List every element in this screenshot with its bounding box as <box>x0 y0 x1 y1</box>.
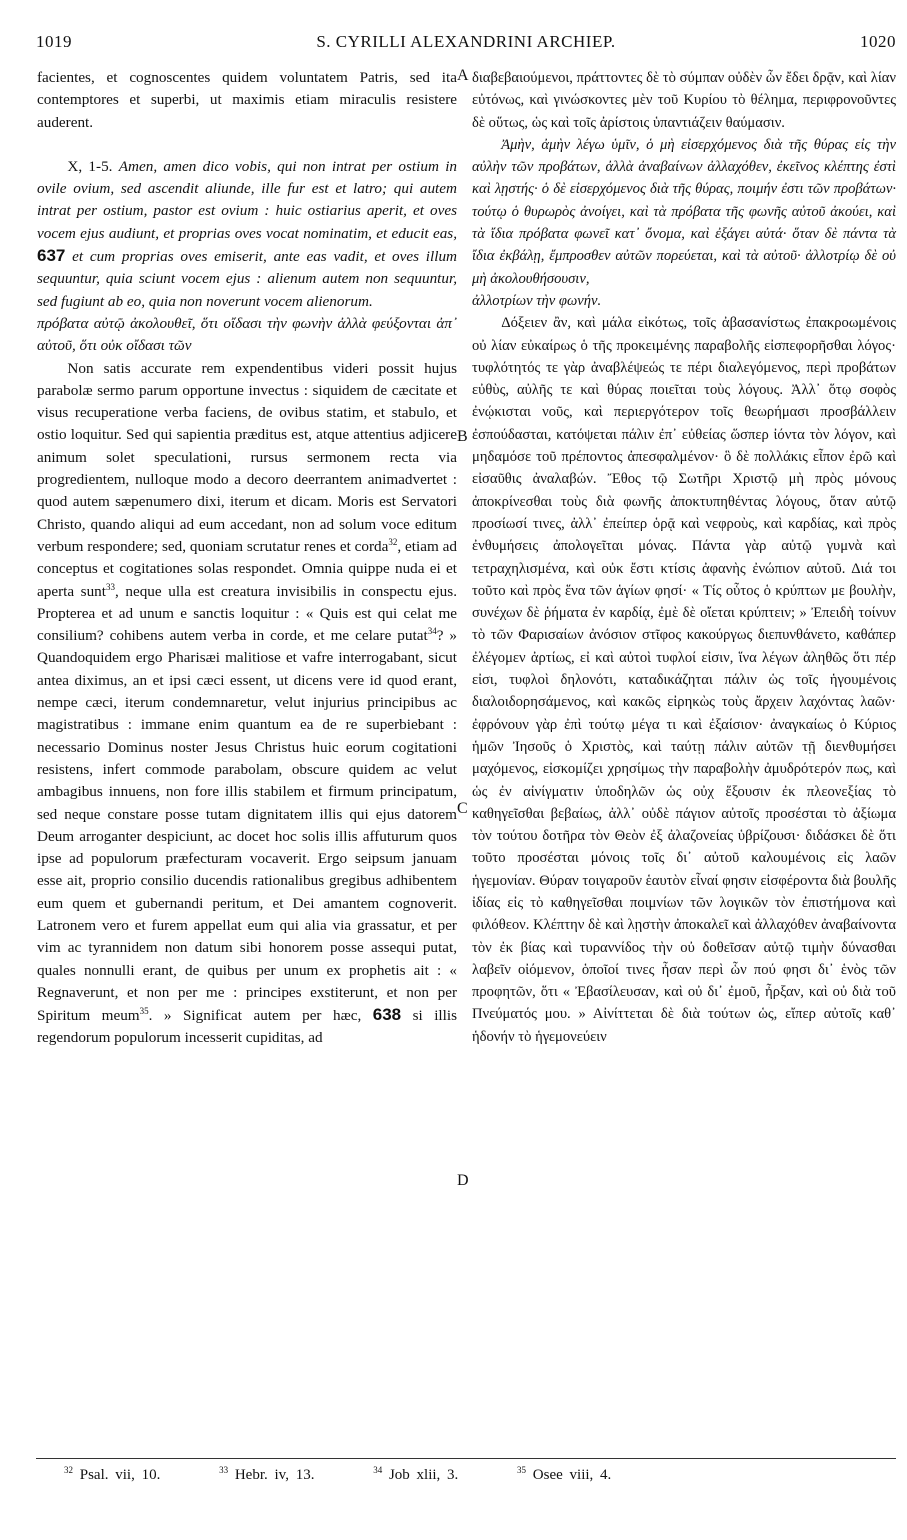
footnote-ref-35: 35 <box>139 1006 149 1017</box>
footnote-ref-32: 32 <box>388 536 398 547</box>
section-marker-b: B <box>457 428 468 445</box>
greek-verse: Ἀμὴν, ἀμὴν λέγω ὑμῖν, ὁ μὴ εἰσερχόμενος διὰ τῆς θύρας εἰς τὴν αὐλὴν τῶν προβάτων, ἀλλὰ ἀναβαίνων ἀλλαχόθεν, ἐκεῖνος κλέπτης ἐστὶ καὶ λῃστής· ὁ δὲ εἰσερχόμενος διὰ τῆς θύρας, ποιμήν ἐστι τῶν προβάτων· τούτῳ ὁ θυρωρὸς ἀνοίγει, καὶ τὰ πρόβατα τῆς φωνῆς αὐτοῦ ἀκούει, καὶ τὰ ἴδια πρόβατα φωνεῖ κατ᾽ ὄνομα, καὶ ἐξάγει αὐτά· ὅταν δὲ πάντα τὰ ἴδια ἐκβάλῃ, ἔμπροσθεν αὐτῶν πορεύεται, καὶ τὰ αὐτοῦ· ἀλλοτρίῳ δὲ οὐ μὴ ἀκολουθήσουσιν, <box>472 136 896 287</box>
verse-reference: X, 1-5. <box>67 157 113 175</box>
footnote-number: 34 <box>373 1465 383 1475</box>
footnote-reference: Hebr. iv, 13. <box>234 1467 315 1483</box>
section-marker-c: C <box>457 800 468 817</box>
verse-text-part-2: et cum proprias oves emiserit, ante eas vadit, et oves illum sequuntur, quia sciunt vocem ejus : alienum autem non sequuntur, sed fugiunt ab eo, quia non noverunt vocem alienorum. <box>37 248 458 310</box>
commentary-part-1: Non satis accurate rem expendentibus videri possit hujus parabolæ sermo parum opportune invectus : siquidem de cæcitate et visus recuperatione verba faciens, de ovibus statim, et stabulo, et ostio loquitur. Sed qui sapientia præditus est, atque attentius adjicere animum solet speculationi, rursus sermonem recta via progredientem, nulloque modo a decoro deerrantem animadvertet : quod autem sæpenumero dixi, iterum et dicam. Moris est Servatori Christo, quando aliqui ad eum accedant, non ad solum voce editum verbum respondere; sed, quoniam scrutatur renes et corda <box>37 359 457 555</box>
latin-column <box>37 67 457 1050</box>
section-marker-d: D <box>457 1172 469 1189</box>
footnote-reference: Psal. vii, 10. <box>79 1467 161 1483</box>
commentary-part-3: , neque ulla est creatura invisibilis in conspectu ejus. Propterea et ad unum e sanctis loquitur : « Quis est qui celat me consilium? cohibens autem verba in corde, et me celare putat <box>37 582 457 645</box>
greek-verse-overflow: πρόβατα αὐτῷ ἀκολουθεῖ, ὅτι οἴδασι τὴν φωνὴν ἀλλὰ φεύξονται ἀπ᾽ αὐτοῦ, ὅτι οὐκ οἴδασι τῶν <box>37 314 457 355</box>
footnote <box>219 1467 340 1483</box>
footnote-ref-33: 33 <box>106 581 115 592</box>
footnotes <box>64 1467 884 1484</box>
page-header <box>36 32 896 62</box>
footnote-reference: Osee viii, 4. <box>532 1467 612 1483</box>
commentary-part-6: si illis regendorum populorum incesserit cupiditas, ad <box>37 1007 457 1047</box>
footnote <box>373 1467 484 1483</box>
section-marker-a: A <box>457 67 469 84</box>
footnote-separator <box>36 1458 896 1459</box>
running-title: S. CYRILLI ALEXANDRINI ARCHIEP. <box>316 32 616 51</box>
greek-intro: διαβεβαιούμενοι, πράττοντες δὲ τὸ σύμπαν οὐδὲν ὧν ἔδει δρᾷν, καὶ λίαν εὐτόνως, καὶ γινώσκοντες μὲν τοῦ Κυρίου τὸ θέλημα, περιφρονοῦντες δὲ οὕτως, ὡς καὶ τοῖς ἀρίστοις ὑπαντιάζειν θαύμασιν. <box>472 70 896 131</box>
footnote-number: 33 <box>219 1465 229 1475</box>
footnote-ref-34: 34 <box>427 626 437 637</box>
margin-number-638: 638 <box>372 1005 402 1025</box>
greek-column <box>472 67 896 1048</box>
page-number-left: 1019 <box>36 32 72 51</box>
footnote <box>517 1467 637 1483</box>
latin-verse <box>37 156 457 313</box>
commentary-part-5: . » Significat autem per hæc, <box>148 1007 362 1025</box>
commentary-part-2: , etiam ad conceptus et cogitationes solas respondet. Omnia quippe nuda ei et aperta sunt <box>37 537 457 600</box>
footnote-number: 35 <box>517 1465 527 1475</box>
commentary-part-4: ? » Quandoquidem ergo Pharisæi malitiose et vafre interrogabant, sicut antea diximus, an et ipsi cæci essent, ut dicens vere id quod erant, nempe cæci, iterum condemnaretur, velut injurius principibus ac magistratibus : immane enim quantum ea de re superbiebant : necessario Dominus noster Jesus Christus huic eorum cogitationi resistens, infert commode parabolam, obscure quidem ac velut ambagibus innuens, non fore illis stabilem et firmum principatum, sed neque constare posse tutam dignitatem illis qui ejus datorem Deum arroganter despiciunt, ac docet hoc solis illis affuturum quos ipse ad populorum præfecturam vocaverit. Ergo seipsum januam esse ait, proprio consilio ducendis rationalibus gregibus adhibentem eum quem et gubernandi peritum, et Dei amantem cognoverit. Latronem vero et furem appellat eum qui alia via grassatur, et per vim ac tyrannidem non datum sibi honorem posse assequi putat, quales nonnulli erant, de quibus per unum ex prophetis ait : « Regnaverunt, et non per me : principes exstiterunt, et non per Spiritum meum <box>37 627 457 1025</box>
latin-commentary <box>37 358 457 1050</box>
footnote-reference: Job xlii, 3. <box>388 1467 459 1483</box>
page-number-right: 1020 <box>860 32 896 51</box>
greek-commentary: Δόξειεν ἂν, καὶ μάλα εἰκότως, τοῖς ἀβασανίστως ἐπακροωμένοις οὐ λίαν εὐκαίρως ὁ τῆς προκειμένης παραβολῆς εἰσπεφορῆσθαι λόγος· τυφλότητός τε γὰρ ἀναβλέψεώς τε πέρι διαλεγόμενος, περὶ προβάτων εὐθὺς, αὐλῆς τε καὶ θύρας ποιεῖται τοὺς λόγους. Ἀλλ᾽ ὅτῳ σοφὸς ἐνῴκισται νοῦς, καὶ περιεργότερον τοῖς θεωρήμασι προσβάλλειν ἐσπούδασται, κατόψεται πάλιν ἐπ᾽ εὐθείας ὥσπερ ἰόντα τὸν λόγον, καὶ μηδαμόσε τοῦ πρέποντος ἀπεσφαλμένον· ὃ δὲ πολλάκις εἶπον ἐρῶ καὶ εἰσαῦθις ἀναλαβών. Ἔθος τῷ Σωτῆρι Χριστῷ μὴ πρὸς μόνους ἀποκρίνεσθαι τοὺς διὰ φωνῆς ἀποκτυπηθέντας λόγους, ὅταν αὐτῷ προσίωσί τινες, ἀλλ᾽ ἐπείπερ ὁρᾷ καὶ νεφροὺς, καὶ καρδίας, καὶ πρὸς ἐνθυμήσεις ἀπολογεῖται μόνας. Πάντα γὰρ αὐτῷ γυμνὰ καὶ τετραχηλισμένα, καὶ οὐκ ἔστι κτίσις ἀφανὴς ἐνώπιον αὐτοῦ. Διά τοι τοῦτο καὶ πρὸς ἕνα τῶν ἁγίων φησί· « Τίς οὗτος ὁ κρύπτων με βουλὴν, συνέχων δὲ ῥήματα ἐν καρδίᾳ, ἐμὲ δὲ οἴεται κρύπτειν; » Ἐπειδὴ τοίνυν τὸ τῶν Φαρισαίων ἀνόσιον στῖφος κακούργως διεπυνθάνετο, καθάπερ ἐλέγομεν ἀρτίως, εἰ καὶ αὐτοὶ τυφλοί εἰσιν, ἵνα λέγων ἀληθῶς ὅτι πέρ εἰσι, τυφλοὶ δηλονότι, καταδικάζηται πάλιν ὡς τοῖς ἡγουμένοις διαλοιδορησάμενος, καὶ κακῶς εἰρηκὼς τοὺς ἄρχειν λαχόντας λαῶν· ἐφρόνουν γὰρ ἐπὶ τούτῳ μέγα τι καὶ ἐξαίσιον· ἀναγκαίως ὁ Κύριος ἡμῶν Ἰησοῦς ὁ Χριστὸς, καὶ ταύτῃ πάλιν αὐτῶν τῇ διενθυμήσει μαχόμενος, εἰσκομίζει χρησίμως τὴν παραβολὴν ἀμυδρότερόν πως, καὶ ὡς ἐν αἰνίγματιν ὑποδηλῶν ὡς οὐχ ἕξουσιν ἐκ πλεονεξίας τὸ καθηγεῖσθαι βεβαίως, ἀλλ᾽ οὐδὲ πάγιον αὐτοῖς προσέσται τὸ ἀξίωμα τὸν τούτου δοτῆρα τὸν Θεὸν ἐξ ἀλαζονείας ὑβρίζουσι· διδάσκει δὲ ὅτι τοῦτο προσέσται μόνοις τοῖς δι᾽ αὐτοῦ καλουμένοις εἰς λαῶν ἡγεμονίαν. Θύραν τοιγαροῦν ἑαυτὸν εἶναί φησιν εἰσφέροντα διὰ βουλῆς ἰδίας εἰς τὸ καθηγεῖσθαι ποιμνίων τῶν λογικῶν τὸν ἐπιστήμονα καὶ φιλόθεον. Κλέπτην δὲ καὶ λῃστὴν ἀποκαλεῖ καὶ ἀλλαχόθεν ἀναβαίνοντα τὸν ἐκ βίας καὶ τυραννίδος τὴν οὐ δοθεῖσαν αὐτῷ τιμὴν δύνασθαι λαβεῖν οἰόμενον, ὁποῖοί τινες ἦσαν περὶ ὧν πού φησι δι᾽ ἑνὸς τῶν προφητῶν, ὅτι « Ἐβασίλευσαν, καὶ οὐ δι᾽ ἐμοῦ, ἦρξαν, καὶ οὐ διὰ τοῦ Πνεύματός μου. » Αἰνίττεται δὲ διὰ τούτων ὡς, εἴπερ αὐτοῖς καθ᾽ ἡδονήν τὸ ἡγεμονεύειν <box>472 315 896 1045</box>
verse-text-part-1: Amen, amen dico vobis, qui non intrat per ostium in ovile ovium, sed ascendit aliunde, ille fur est et latro; qui autem intrat per ostium, pastor est ovium : huic ostiarius aperit, et oves vocem ejus audiunt, et proprias oves vocat nominatim, et educit eas, <box>37 157 458 242</box>
footnote <box>64 1467 186 1483</box>
latin-intro: facientes, et cognoscentes quidem voluntatem Patris, sed ita contemptores et superbi, ut maximis etiam miraculis resistere auderent. <box>37 69 457 131</box>
margin-number-637: 637 <box>37 246 66 266</box>
greek-verse-end: ἀλλοτρίων τὴν φωνήν. <box>472 292 602 309</box>
footnote-number: 32 <box>64 1465 73 1475</box>
